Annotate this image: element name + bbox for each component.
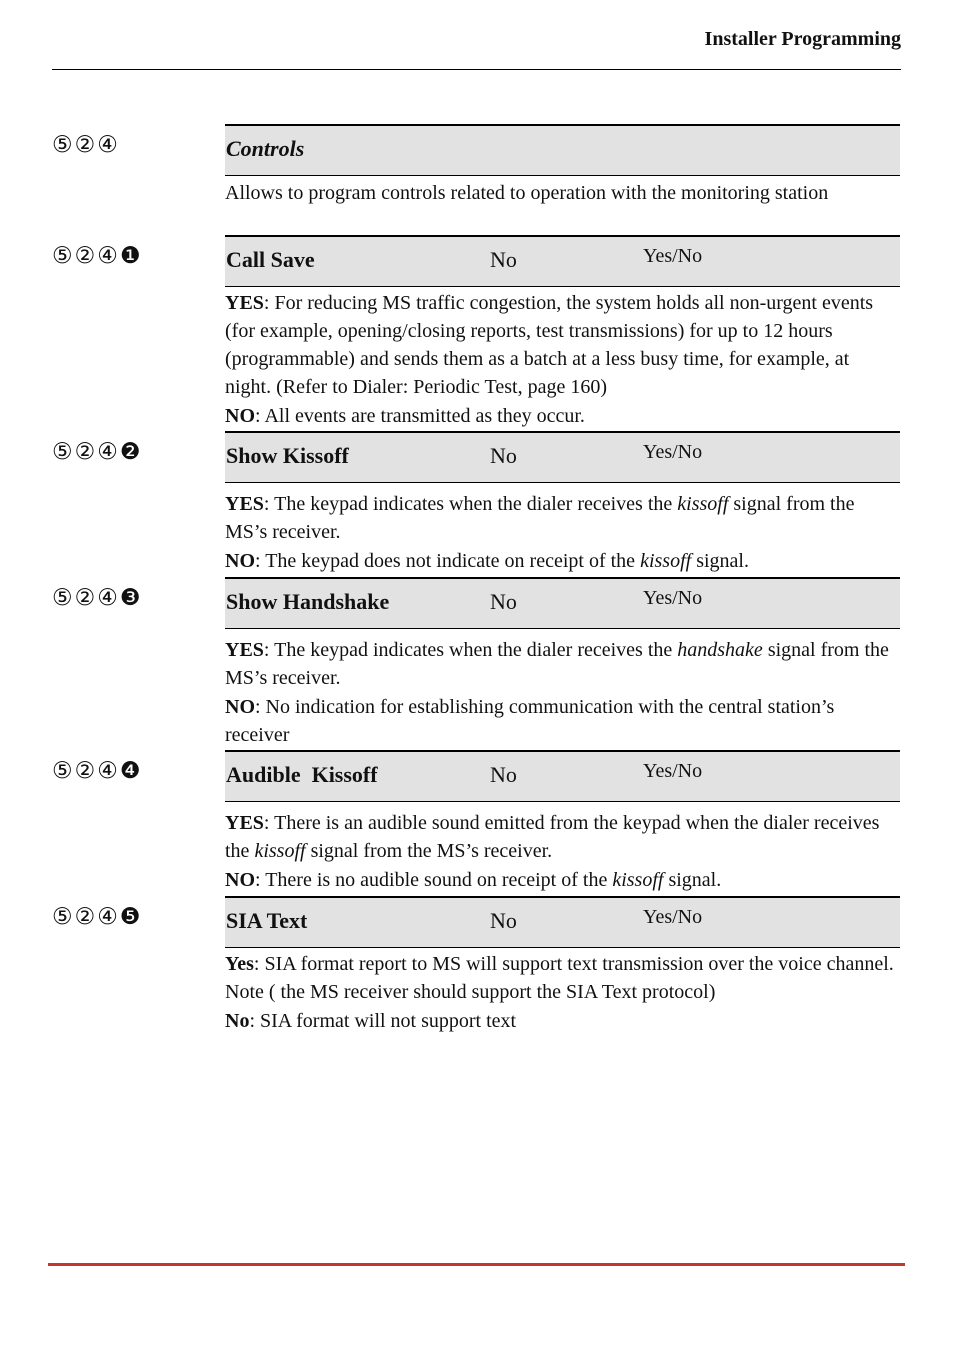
yes-description: YES: For reducing MS traffic congestion, the system holds all non-urgent events (for example, opening/closing reports, test transmissions) for up to 12 hours (programmable) and sends them as a batch at a less busy time, for example, at night. (Refer to Dialer: Periodic Test, page 160) xyxy=(225,292,874,398)
yes-description: YES: The keypad indicates when the dialer receives the handshake signal from the MS’s receiver. xyxy=(225,639,889,689)
menu-code: ⑤②④❶ xyxy=(52,243,143,269)
section-call-save xyxy=(52,235,901,431)
yes-description: Yes: SIA format report to MS will support text transmission over the voice channel. Note ( the MS receiver should support the SIA Text protocol) xyxy=(225,953,894,1003)
menu-code: ⑤②④❺ xyxy=(52,904,143,930)
parameter-bar xyxy=(225,124,900,176)
section-sia-text xyxy=(52,896,901,1076)
default-value: No xyxy=(490,762,517,787)
yes-description: YES: The keypad indicates when the dialer receives the kissoff signal from the MS’s receiver. xyxy=(225,493,855,543)
no-label: NO xyxy=(225,405,255,427)
value-options: Yes/No xyxy=(643,245,703,267)
yes-label: YES xyxy=(225,292,264,314)
section-controls xyxy=(52,124,901,236)
default-value: No xyxy=(490,908,517,933)
parameter-description xyxy=(225,809,900,894)
parameter-description xyxy=(225,289,900,430)
default-value: No xyxy=(490,247,517,272)
parameter-bar xyxy=(225,750,900,802)
value-options: Yes/No xyxy=(643,760,703,782)
parameter-bar xyxy=(225,896,900,948)
parameter-description xyxy=(225,636,900,749)
header-rule xyxy=(52,69,901,70)
parameter-name: Show Handshake xyxy=(226,589,390,614)
section-audible-kissoff xyxy=(52,750,901,896)
no-description: NO: No indication for establishing communication with the central station’s receiver xyxy=(225,696,835,746)
page-header-title: Installer Programming xyxy=(704,28,901,50)
no-description: NO: There is no audible sound on receipt of the kissoff signal. xyxy=(225,869,722,891)
menu-code: ⑤②④ xyxy=(52,132,120,158)
default-value: No xyxy=(490,443,517,468)
no-description: NO: All events are transmitted as they occur. xyxy=(225,405,585,427)
no-description: NO: The keypad does not indicate on receipt of the kissoff signal. xyxy=(225,550,749,572)
yes-description: YES: There is an audible sound emitted from the keypad when the dialer receives the kissoff signal from the MS’s receiver. xyxy=(225,812,880,862)
parameter-bar xyxy=(225,577,900,629)
value-options: Yes/No xyxy=(643,587,703,609)
parameter-name: Call Save xyxy=(226,247,315,272)
value-options: Yes/No xyxy=(643,441,703,463)
parameter-name: Controls xyxy=(226,136,305,161)
parameter-name: SIA Text xyxy=(226,908,308,933)
parameter-bar xyxy=(225,431,900,483)
menu-code: ⑤②④❹ xyxy=(52,758,143,784)
default-value: No xyxy=(490,589,517,614)
parameter-name: Show Kissoff xyxy=(226,443,349,468)
no-description: No: SIA format will not support text xyxy=(225,1010,517,1032)
parameter-name: Audible Kissoff xyxy=(226,762,378,787)
menu-code: ⑤②④❷ xyxy=(52,439,143,465)
section-show-handshake xyxy=(52,577,901,750)
parameter-description xyxy=(225,950,900,1035)
footer-rule xyxy=(48,1263,905,1266)
parameter-description xyxy=(225,179,900,207)
value-options: Yes/No xyxy=(643,906,703,928)
parameter-description xyxy=(225,490,900,575)
menu-code: ⑤②④❸ xyxy=(52,585,143,611)
parameter-bar xyxy=(225,235,900,287)
description-text: Allows to program controls related to operation with the monitoring station xyxy=(225,182,829,204)
section-show-kissoff xyxy=(52,431,901,577)
